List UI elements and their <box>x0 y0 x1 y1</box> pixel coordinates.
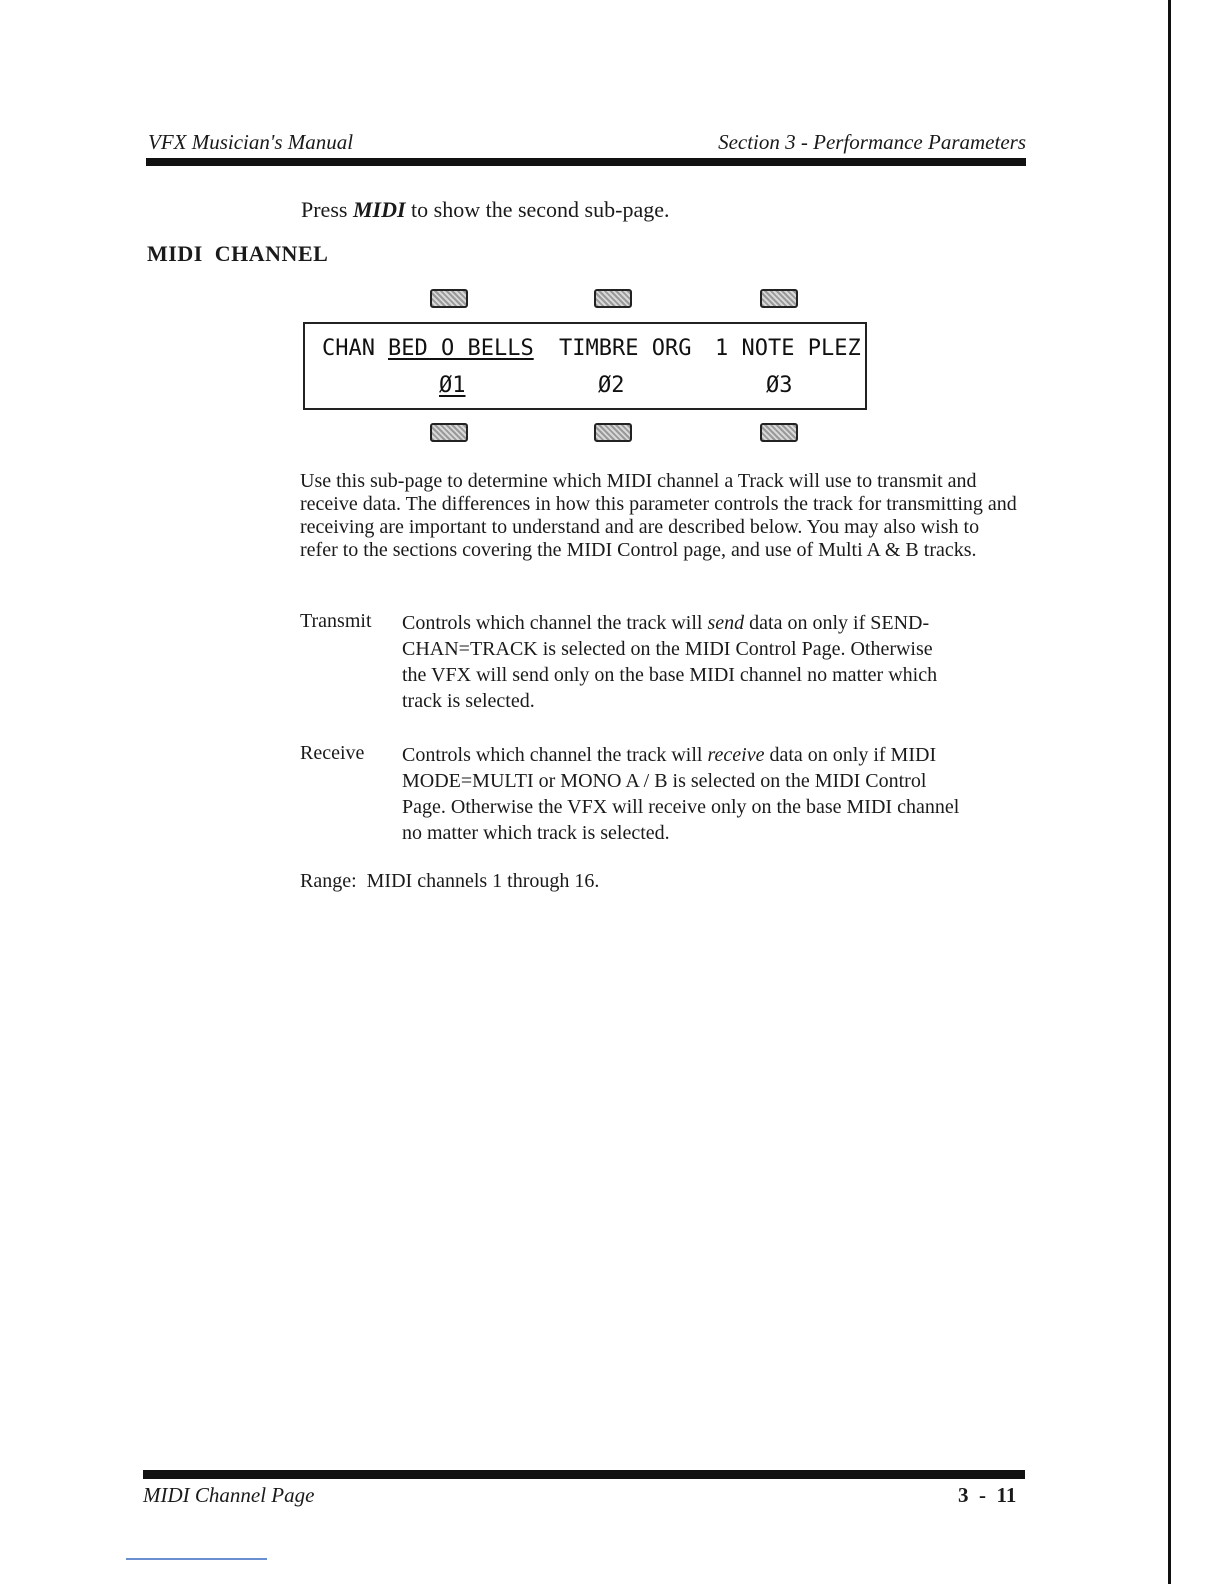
soft-key-bottom-1[interactable] <box>430 423 468 442</box>
transmit-def-after: data on only if SEND-CHAN=TRACK is selected on the MIDI Control Page. Otherwise the VFX will send only on the base MIDI channel no matter which track is selected. <box>402 612 938 712</box>
midi-key-name: MIDI <box>352 197 406 222</box>
footer-rule <box>143 1470 1025 1479</box>
intro-instruction <box>301 197 669 223</box>
lcd-track-2-channel: Ø2 <box>598 373 625 398</box>
soft-key-top-3[interactable] <box>760 289 798 308</box>
header-section-title: Section 3 - Performance Parameters <box>718 130 1026 154</box>
footer-page-number: 3 - 11 <box>958 1483 1017 1507</box>
footer-page-title: MIDI Channel Page <box>143 1483 315 1507</box>
intro-suffix: to show the second sub-page. <box>405 197 670 222</box>
receive-definition <box>402 742 962 846</box>
description-paragraph: Use this sub-page to determine which MIDI channel a Track will use to transmit and receive data. The differences in how this parameter controls the track for transmitting and receiving are important to understand and are described below. You may also wish to refer to the sections covering the MIDI Control page, and use of Multi A & B tracks. <box>300 470 1017 561</box>
transmit-term: Transmit <box>300 610 372 632</box>
header-manual-title: VFX Musician's Manual <box>148 130 354 154</box>
soft-key-bottom-2[interactable] <box>594 423 632 442</box>
soft-key-bottom-3[interactable] <box>760 423 798 442</box>
intro-prefix: Press <box>301 197 353 222</box>
lcd-track-2-name: TIMBRE ORG <box>559 336 692 361</box>
transmit-def-emphasis: send <box>707 612 745 634</box>
lcd-track-3-channel: Ø3 <box>766 373 793 398</box>
soft-key-top-1[interactable] <box>430 289 468 308</box>
lcd-display <box>303 322 867 410</box>
lcd-chan-label: CHAN <box>322 336 375 361</box>
lcd-track-1-name: BED O BELLS <box>388 336 534 361</box>
footer-link-underline <box>126 1558 267 1560</box>
transmit-def-before: Controls which channel the track will <box>402 612 708 634</box>
header-rule <box>146 158 1026 166</box>
lcd-track-1-channel: Ø1 <box>439 373 466 398</box>
transmit-definition <box>402 610 962 714</box>
section-heading: MIDI CHANNEL <box>147 241 329 266</box>
soft-key-top-2[interactable] <box>594 289 632 308</box>
receive-def-after: data on only if MIDI MODE=MULTI or MONO A / B is selected on the MIDI Control Page. Otherwise the VFX will receive only on the base MIDI channel no matter which track is selected. <box>402 744 960 844</box>
receive-def-before: Controls which channel the track will <box>402 744 708 766</box>
lcd-track-3-name: 1 NOTE PLEZ <box>715 336 861 361</box>
receive-term: Receive <box>300 742 365 764</box>
page-edge-line <box>1168 0 1171 1584</box>
range-text: Range: MIDI channels 1 through 16. <box>300 870 600 892</box>
receive-def-emphasis: receive <box>707 744 765 766</box>
